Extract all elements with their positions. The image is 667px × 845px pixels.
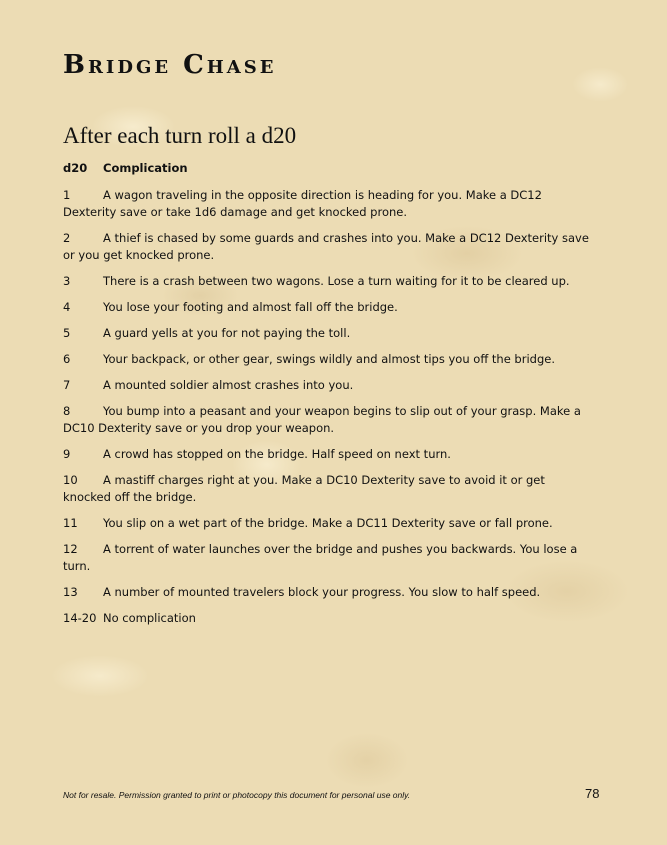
table-row xyxy=(63,299,593,316)
table-header xyxy=(63,160,593,177)
table-row xyxy=(63,230,593,264)
roll-value: 9 xyxy=(63,447,71,461)
complication-text: A number of mounted travelers block your progress. You slow to half speed. xyxy=(103,585,541,599)
table-row xyxy=(63,446,593,463)
roll-value: 14-20 xyxy=(63,611,97,625)
complication-text: A mastiff charges right at you. Make a DC10 Dexterity save to avoid it or get knocked off the bridge. xyxy=(63,473,545,504)
footer-note: Not for resale. Permission granted to print or photocopy this document for personal use only. xyxy=(63,790,411,800)
header-complication: Complication xyxy=(103,161,188,175)
section-heading: After each turn roll a d20 xyxy=(63,123,297,148)
table-row xyxy=(63,515,593,532)
roll-value: 2 xyxy=(63,231,71,245)
table-row xyxy=(63,273,593,290)
roll-value: 12 xyxy=(63,542,78,556)
complication-text: Your backpack, or other gear, swings wildly and almost tips you off the bridge. xyxy=(103,352,555,366)
table-row xyxy=(63,351,593,368)
roll-value: 1 xyxy=(63,188,71,202)
complication-text: You bump into a peasant and your weapon begins to slip out of your grasp. Make a DC10 Dexterity save or you drop your weapon. xyxy=(63,404,581,435)
complication-text: A torrent of water launches over the bridge and pushes you backwards. You lose a turn. xyxy=(63,542,578,573)
header-d20: d20 xyxy=(63,161,88,175)
complication-text: A guard yells at you for not paying the toll. xyxy=(103,326,351,340)
roll-value: 6 xyxy=(63,352,71,366)
roll-value: 8 xyxy=(63,404,71,418)
roll-value: 7 xyxy=(63,378,71,392)
table-row xyxy=(63,472,593,506)
complication-text: A wagon traveling in the opposite direction is heading for you. Make a DC12 Dexterity save or take 1d6 damage and get knocked prone. xyxy=(63,188,542,219)
complication-table xyxy=(63,160,593,636)
table-row xyxy=(63,584,593,601)
page-title: Bridge Chase xyxy=(63,50,277,80)
table-row xyxy=(63,403,593,437)
complication-text: There is a crash between two wagons. Lose a turn waiting for it to be cleared up. xyxy=(103,274,570,288)
roll-value: 10 xyxy=(63,473,78,487)
table-row xyxy=(63,541,593,575)
table-row xyxy=(63,187,593,221)
roll-value: 11 xyxy=(63,516,78,530)
complication-text: You slip on a wet part of the bridge. Make a DC11 Dexterity save or fall prone. xyxy=(103,516,553,530)
roll-value: 4 xyxy=(63,300,71,314)
complication-text: A crowd has stopped on the bridge. Half speed on next turn. xyxy=(103,447,451,461)
roll-value: 13 xyxy=(63,585,78,599)
roll-value: 3 xyxy=(63,274,71,288)
complication-text: A mounted soldier almost crashes into you. xyxy=(103,378,354,392)
table-row xyxy=(63,610,593,627)
complication-text: You lose your footing and almost fall off the bridge. xyxy=(103,300,398,314)
complication-text: A thief is chased by some guards and crashes into you. Make a DC12 Dexterity save or you get knocked prone. xyxy=(63,231,589,262)
table-row xyxy=(63,325,593,342)
table-row xyxy=(63,377,593,394)
page-number: 78 xyxy=(585,786,600,801)
complication-text: No complication xyxy=(103,611,196,625)
roll-value: 5 xyxy=(63,326,71,340)
